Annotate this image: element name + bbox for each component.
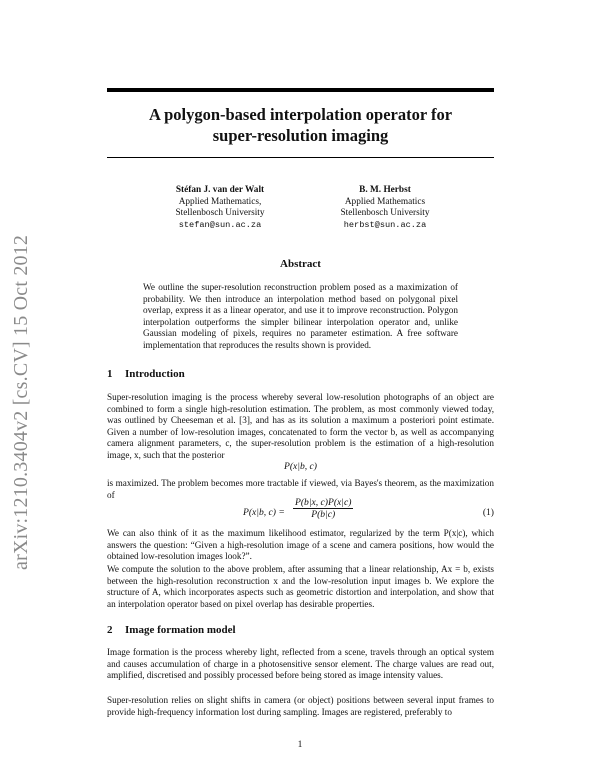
title-line-1: A polygon-based interpolation operator for (148, 105, 453, 124)
intro-paragraph-4: We compute the solution to the above problem, after assuming that a linear relationship, Ax = b, exists between the high-resolution reconstruction x and the low-resolution input images b. We explore the structure of A, which incorporates aspects such as geometric distortion and interpolation, and show that an interpolation operator based on pixel overlap has desirable properties. (107, 564, 494, 609)
author-block-1 (155, 185, 285, 231)
author-block-2 (320, 185, 450, 231)
equation-numerator: P(b|x, c)P(x|c) (295, 497, 352, 508)
paper-title (107, 104, 494, 146)
title-rule-top (107, 88, 494, 92)
author-department: Applied Mathematics (344, 196, 426, 207)
intro-paragraph-3: We can also think of it as the maximum likelihood estimator, regularized by the term P(x|c), which answers the question: “Given a high-resolution image of a scene and camera positions, how would the obtained low-resolution images look?”. (107, 528, 494, 562)
equation-1 (107, 497, 494, 527)
author-affiliation: Stellenbosch University (175, 208, 265, 219)
equation-denominator: P(b|c) (311, 509, 336, 520)
equation-lhs: P(x|b, c) = (243, 507, 285, 518)
author-affiliation: Stellenbosch University (340, 208, 430, 219)
author-department: Applied Mathematics, (178, 196, 262, 207)
equation-fraction (293, 497, 353, 520)
posterior-expression: P(x|b, c) (284, 461, 317, 472)
abstract-text: We outline the super-resolution reconstruction problem posed as a maximization of probability. We then introduce an interpolation method based on polygonal pixel overlap, express it as a linear operator, and use it to improve reconstruction. Polygon interpolation outperforms the simpler bilinear interpolation operator and, unlike Gaussian modeling of pixels, requires no parameter estimation. A free software implementation that reproduces the results shown is provided. (143, 282, 458, 350)
arxiv-identifier: arXiv:1210.3404v2 [cs.CV] 15 Oct 2012 (10, 234, 32, 570)
intro-paragraph-2: is maximized. The problem becomes more tractable if viewed, via Bayes's theorem, as the maximization of (107, 478, 494, 500)
author-email[interactable]: herbst@sun.ac.za (343, 219, 427, 230)
abstract-heading: Abstract (280, 258, 321, 270)
page-number: 1 (297, 740, 303, 750)
title-rule-bottom (107, 157, 494, 158)
equation-number: (1) (482, 507, 494, 518)
section-heading-introduction (107, 368, 185, 380)
author-name: B. M. Herbst (359, 185, 411, 195)
section-heading-image-formation (107, 624, 236, 636)
section-number: 2 (107, 624, 113, 636)
author-email[interactable]: stefan@sun.ac.za (178, 219, 262, 230)
image-formation-paragraph-1: Image formation is the process whereby light, reflected from a scene, travels through an optical system and causes accumulation of charge in a photosensitive sensor element. The charge values are read out, amplified, discretised and possibly processed before being stored as image intensity values. (107, 647, 494, 681)
title-line-2: super-resolution imaging (212, 126, 389, 145)
section-title: Image formation model (125, 624, 236, 636)
author-name: Stéfan J. van der Walt (175, 185, 265, 195)
section-number: 1 (107, 368, 113, 380)
image-formation-paragraph-2: Super-resolution relies on slight shifts in camera (or object) positions between several input frames to provide high-frequency information lost during sampling. Images are registered, preferably to (107, 695, 494, 717)
section-title: Introduction (125, 368, 185, 380)
intro-paragraph-1: Super-resolution imaging is the process whereby several low-resolution photographs of an object are combined to form a single high-resolution estimation. The problem, as most commonly viewed today, was outlined by Cheeseman et al. [3], and has as its solution a maximum a posteriori point estimate. Given a number of low-resolution images, concatenated to form the vector b, as well as accompanying camera alignment parameters, c, the super-resolution problem is the estimation of a high-resolution image, x, such that the posterior (107, 392, 494, 460)
